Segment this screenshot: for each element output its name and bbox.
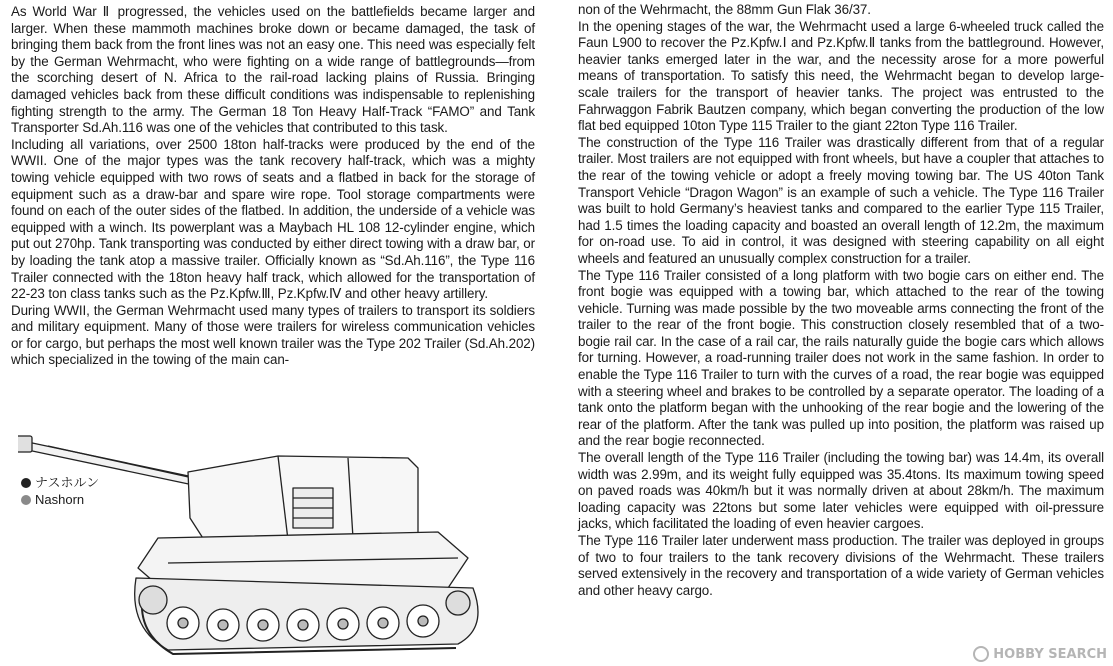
nashorn-tank-illustration <box>18 428 538 666</box>
paragraph: In the opening stages of the war, the Wehrmacht used a large 6-wheeled truck called the Faun L900 to recover the Pz.Kpfw.Ⅰ and Pz.Kpfw.Ⅱ tanks from the battleground. However, heavier tanks emerged later in the war, and the necessity arose for a more powerful means of transportation. To satisfy this need, the Wehrmacht began to develop large-scale trailers for the transport of heavier tanks. The project was entrusted to the Fahrwaggon Fabrik Bautzen company, which began converting the production of the low flat bed equipped 10ton Type 115 Trailer to the giant 22ton Type 116 Trailer. <box>578 18 1104 134</box>
illustration-caption <box>21 474 99 508</box>
paragraph: The Type 116 Trailer later underwent mass production. The trailer was deployed in groups of two to four trailers to the tank recovery divisions of the Wehrmacht. These trailers served extensively in the recovery and transportation of a wide variety of German vehicles and other heavy cargo. <box>578 533 1104 598</box>
caption-english-row <box>21 491 99 508</box>
paragraph: The construction of the Type 116 Trailer was drastically different from that of a regular trailer. Most trailers are not equipped with front wheels, but have a coupler that attaches to the rear of the towing vehicle or adopt a freely moving towing bar. The US 40ton Tank Transport Vehicle “Dragon Wagon” is an example of such a vehicle. The Type 116 Trailer was built to hold Germany’s heaviest tanks and compared to the earlier Type 115 Trailer, had 1.5 times the loading capacity and boasted an overall length of 12.2m, the maximum for on-road use. To aid in control, it was designed with steering capability on all eight wheels and featured an unusually complex construction for a trailer. <box>578 134 1104 266</box>
right-text-column <box>578 2 1104 599</box>
paragraph: non of the Wehrmacht, the 88mm Gun Flak 36/37. <box>578 2 871 17</box>
paragraph: The Type 116 Trailer consisted of a long platform with two bogie cars on either end. The front bogie was equipped with a towing bar, which attached to the rear of the towing vehicle. Turning was made possible by the two moveable arms connecting the front of the trailer to the rear of the front bogie. This construction closely resembled that of a two-bogie rail car. In the case of a rail car, the rails naturally guide the bogie cars which allows for turning. However, a road-running trailer does not work in the same fashion. In order to enable the Type 116 Trailer to turn with the curves of a road, the rear bogie was equipped with a steering wheel and brakes to be controlled by a separate operator. The loading of a tank onto the platform began with the unhooking of the rear bogie and the lowering of the rear of the platform. After the tank was pulled up into position, the platform was raised up and the rear bogie reconnected. <box>578 267 1104 449</box>
watermark-logo-icon <box>973 646 989 662</box>
watermark-text: HOBBY SEARCH <box>993 646 1107 662</box>
caption-japanese-row <box>21 474 99 491</box>
left-text-column <box>11 4 535 369</box>
paragraph: As World War Ⅱ progressed, the vehicles used on the battlefields became larger and larger. When these mammoth machines broke down or became damaged, the task of bringing them back from the front lines was not an easy one. This need was especially felt by the German Wehrmacht, who were fighting on a wide range of battlegrounds—from the scorching desert of N. Africa to the rail-road lacking plains of Russia. Bringing damaged vehicles back from these difficult conditions was indispensable to replenishing fighting strength to the army. The German 18 Ton Heavy Half-Track “FAMO” and Tank Transporter Sd.Ah.116 was one of the vehicles that contributed to this task. <box>11 4 535 136</box>
caption-english: Nashorn <box>35 492 85 507</box>
paragraph: During WWII, the German Wehrmacht used many types of trailers to transport its soldiers and military equipment. Many of those were trailers for wireless communication vehicles or for cargo, but perhaps the most well known trailer was the Type 202 Trailer (Sd.Ah.202) which specialized in the towing of the main can- <box>11 302 535 368</box>
caption-japanese: ナスホルン <box>35 475 100 490</box>
watermark <box>973 646 1107 662</box>
paragraph: The overall length of the Type 116 Trailer (including the towing bar) was 14.4m, its overall width was 2.99m, and its weight fully equipped was 35.4tons. Its maximum towing speed on paved roads was 40km/h but it was normally driven at about 28km/h. The maximum loading capacity was 22tons but some later vehicles were equipped with oil-pressure jacks, which facilitated the loading of even heavier cargoes. <box>578 450 1104 532</box>
paragraph: Including all variations, over 2500 18ton half-tracks were produced by the end of the WWII. One of the major types was the tank recovery half-track, which was a mighty towing vehicle equipped with two rows of seats and a flatbed in back for the storage of equipment such as a draw-bar and spare wire rope. Tool storage compartments were found on each of the outer sides of the flatbed. In addition, the underside of a vehicle was equipped with a winch. Its powerplant was a Maybach HL 108 12-cylinder engine, which put out 270hp. Tank transporting was conducted by either direct towing with a draw bar, or by loading the tank atop a massive trailer. Officially known as “Sd.Ah.116”, the Type 116 Trailer connected with the 18ton heavy half track, which allowed for the transportation of 22-23 ton class tanks such as the Pz.Kpfw.Ⅲ, Pz.Kpfw.Ⅳ and other heavy artillery. <box>11 136 535 302</box>
bullet-black-icon <box>21 478 31 488</box>
bullet-grey-icon <box>21 495 31 505</box>
